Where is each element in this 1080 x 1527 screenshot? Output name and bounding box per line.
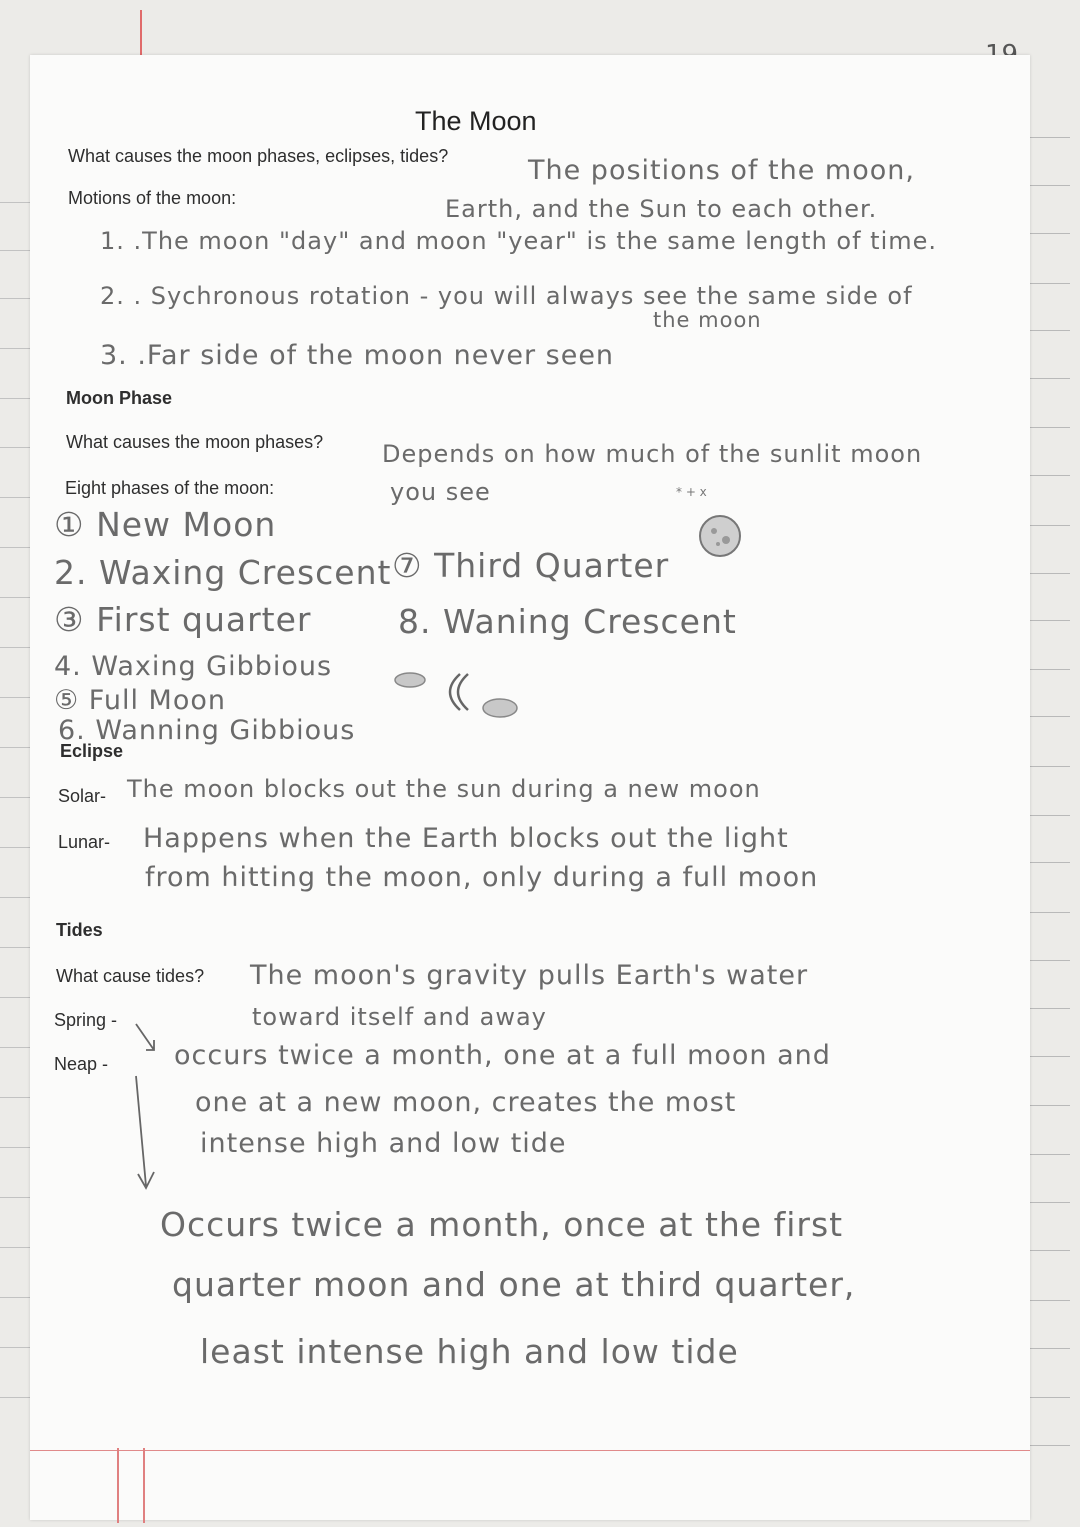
moon-phase-question: What causes the moon phases? xyxy=(66,432,324,452)
phase-2: 2. Waxing Crescent xyxy=(54,553,392,592)
tides-heading: Tides xyxy=(56,920,103,940)
phase-4: 4. Waxing Gibbious xyxy=(54,651,333,682)
tides-answer-line1: The moon's gravity pulls Earth's water xyxy=(250,960,809,991)
bottom-rule xyxy=(30,1450,1030,1451)
margin-line-bottom-left xyxy=(117,1448,119,1523)
arrow-doodles-icon xyxy=(118,1016,178,1206)
spring-line1: occurs twice a month, one at a full moon and xyxy=(174,1040,831,1071)
lunar-label: Lunar- xyxy=(58,832,111,852)
moon-phase-heading: Moon Phase xyxy=(66,388,173,408)
spring-line2: one at a new moon, creates the most xyxy=(195,1087,737,1118)
motion-item-1: 1. .The moon "day" and moon "year" is the same length of time. xyxy=(100,227,938,255)
crescent-moon-clouds-doodle-icon xyxy=(388,664,538,724)
lunar-line1: Happens when the Earth blocks out the light xyxy=(143,823,789,854)
phase-6: 6. Wanning Gibbious xyxy=(58,715,356,746)
intro-answer-line2: Earth, and the Sun to each other. xyxy=(445,195,878,223)
moon-phase-answer-line1: Depends on how much of the sunlit moon xyxy=(382,440,923,468)
moon-phase-answer-line2: you see xyxy=(390,478,491,506)
phase-5: ⑤ Full Moon xyxy=(54,685,226,716)
margin-line-bottom-right xyxy=(143,1448,145,1523)
phase-7: ⑦ Third Quarter xyxy=(392,546,670,585)
full-moon-doodle-icon xyxy=(668,478,758,558)
spring-line3: intense high and low tide xyxy=(200,1128,567,1159)
page-title: The Moon xyxy=(415,106,537,136)
motion-item-2: 2. . Sychronous rotation - you will always see the same side of xyxy=(100,282,913,310)
neap-label: Neap - xyxy=(54,1054,109,1074)
intro-answer-line1: The positions of the moon, xyxy=(528,155,915,186)
phase-1: ① New Moon xyxy=(54,505,277,544)
lunar-line2: from hitting the moon, only during a full moon xyxy=(145,862,819,893)
solar-label: Solar- xyxy=(58,786,107,806)
solar-text: The moon blocks out the sun during a new moon xyxy=(127,775,761,803)
eight-phases-label: Eight phases of the moon: xyxy=(65,478,275,498)
motion-item-2-continued: the moon xyxy=(653,308,762,332)
spring-label: Spring - xyxy=(54,1010,118,1030)
motions-label: Motions of the moon: xyxy=(68,188,237,208)
neap-line3: least intense high and low tide xyxy=(200,1332,739,1371)
tides-question: What cause tides? xyxy=(56,966,205,986)
neap-line2: quarter moon and one at third quarter, xyxy=(172,1265,856,1304)
motion-item-3: 3. .Far side of the moon never seen xyxy=(100,340,615,371)
intro-question: What causes the moon phases, eclipses, tides? xyxy=(68,146,449,166)
eclipse-heading: Eclipse xyxy=(60,741,124,761)
margin-line xyxy=(140,10,142,55)
phase-8: 8. Waning Crescent xyxy=(398,602,737,641)
phase-3: ③ First quarter xyxy=(54,600,312,639)
svg-text:* + x: * + x xyxy=(676,485,707,499)
tides-answer-line2: toward itself and away xyxy=(252,1003,547,1031)
neap-line1: Occurs twice a month, once at the first xyxy=(160,1205,844,1244)
